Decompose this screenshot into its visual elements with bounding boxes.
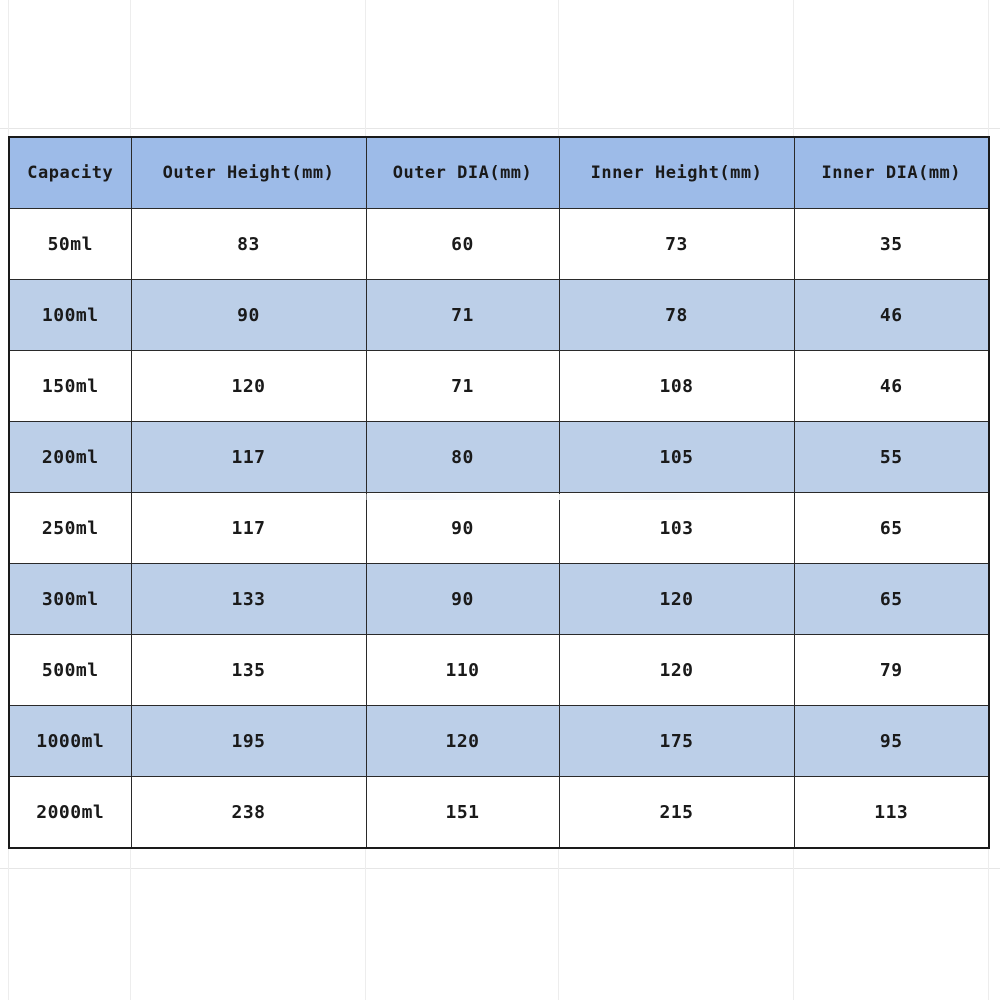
header-inner-dia: Inner DIA(mm) [794,137,989,209]
cell-outer-dia: 71 [366,280,559,351]
cell-inner-dia: 95 [794,706,989,777]
header-capacity: Capacity [9,137,131,209]
header-row [9,137,989,209]
gridline [0,128,1000,129]
cell-inner-dia: 35 [794,209,989,280]
cell-outer-dia: 110 [366,635,559,706]
cell-inner-dia: 65 [794,493,989,564]
cell-inner-dia: 46 [794,280,989,351]
table-row [9,493,989,564]
cell-outer-height: 195 [131,706,366,777]
cell-outer-dia: 71 [366,351,559,422]
table-row [9,777,989,849]
gridline [0,868,1000,869]
table-row [9,635,989,706]
table-row [9,280,989,351]
cell-inner-dia: 65 [794,564,989,635]
cell-outer-dia: 60 [366,209,559,280]
cell-inner-height: 78 [559,280,794,351]
table-row [9,422,989,493]
cell-inner-height: 175 [559,706,794,777]
cell-inner-height: 120 [559,564,794,635]
cell-capacity: 250ml [9,493,131,564]
cell-outer-dia: 80 [366,422,559,493]
cell-inner-dia: 46 [794,351,989,422]
cell-outer-height: 133 [131,564,366,635]
cell-capacity: 50ml [9,209,131,280]
table-row [9,564,989,635]
cell-inner-dia: 55 [794,422,989,493]
cell-outer-dia: 151 [366,777,559,849]
cell-inner-height: 103 [559,493,794,564]
cell-inner-height: 108 [559,351,794,422]
cell-outer-height: 117 [131,422,366,493]
cell-inner-height: 73 [559,209,794,280]
table-row [9,351,989,422]
cell-capacity: 150ml [9,351,131,422]
cell-capacity: 300ml [9,564,131,635]
cell-capacity: 1000ml [9,706,131,777]
cell-inner-height: 215 [559,777,794,849]
cell-outer-height: 120 [131,351,366,422]
cell-outer-height: 117 [131,493,366,564]
cell-capacity: 100ml [9,280,131,351]
cell-outer-height: 83 [131,209,366,280]
dimensions-table [8,136,990,849]
header-outer-dia: Outer DIA(mm) [366,137,559,209]
cell-outer-height: 90 [131,280,366,351]
table-row [9,706,989,777]
table-row [9,209,989,280]
cell-outer-dia: 120 [366,706,559,777]
cell-capacity: 200ml [9,422,131,493]
header-inner-height: Inner Height(mm) [559,137,794,209]
cell-inner-dia: 79 [794,635,989,706]
cell-inner-dia: 113 [794,777,989,849]
cell-capacity: 500ml [9,635,131,706]
cell-outer-height: 238 [131,777,366,849]
cell-inner-height: 120 [559,635,794,706]
header-outer-height: Outer Height(mm) [131,137,366,209]
cell-outer-dia: 90 [366,493,559,564]
cell-outer-height: 135 [131,635,366,706]
cell-capacity: 2000ml [9,777,131,849]
cell-inner-height: 105 [559,422,794,493]
cell-outer-dia: 90 [366,564,559,635]
